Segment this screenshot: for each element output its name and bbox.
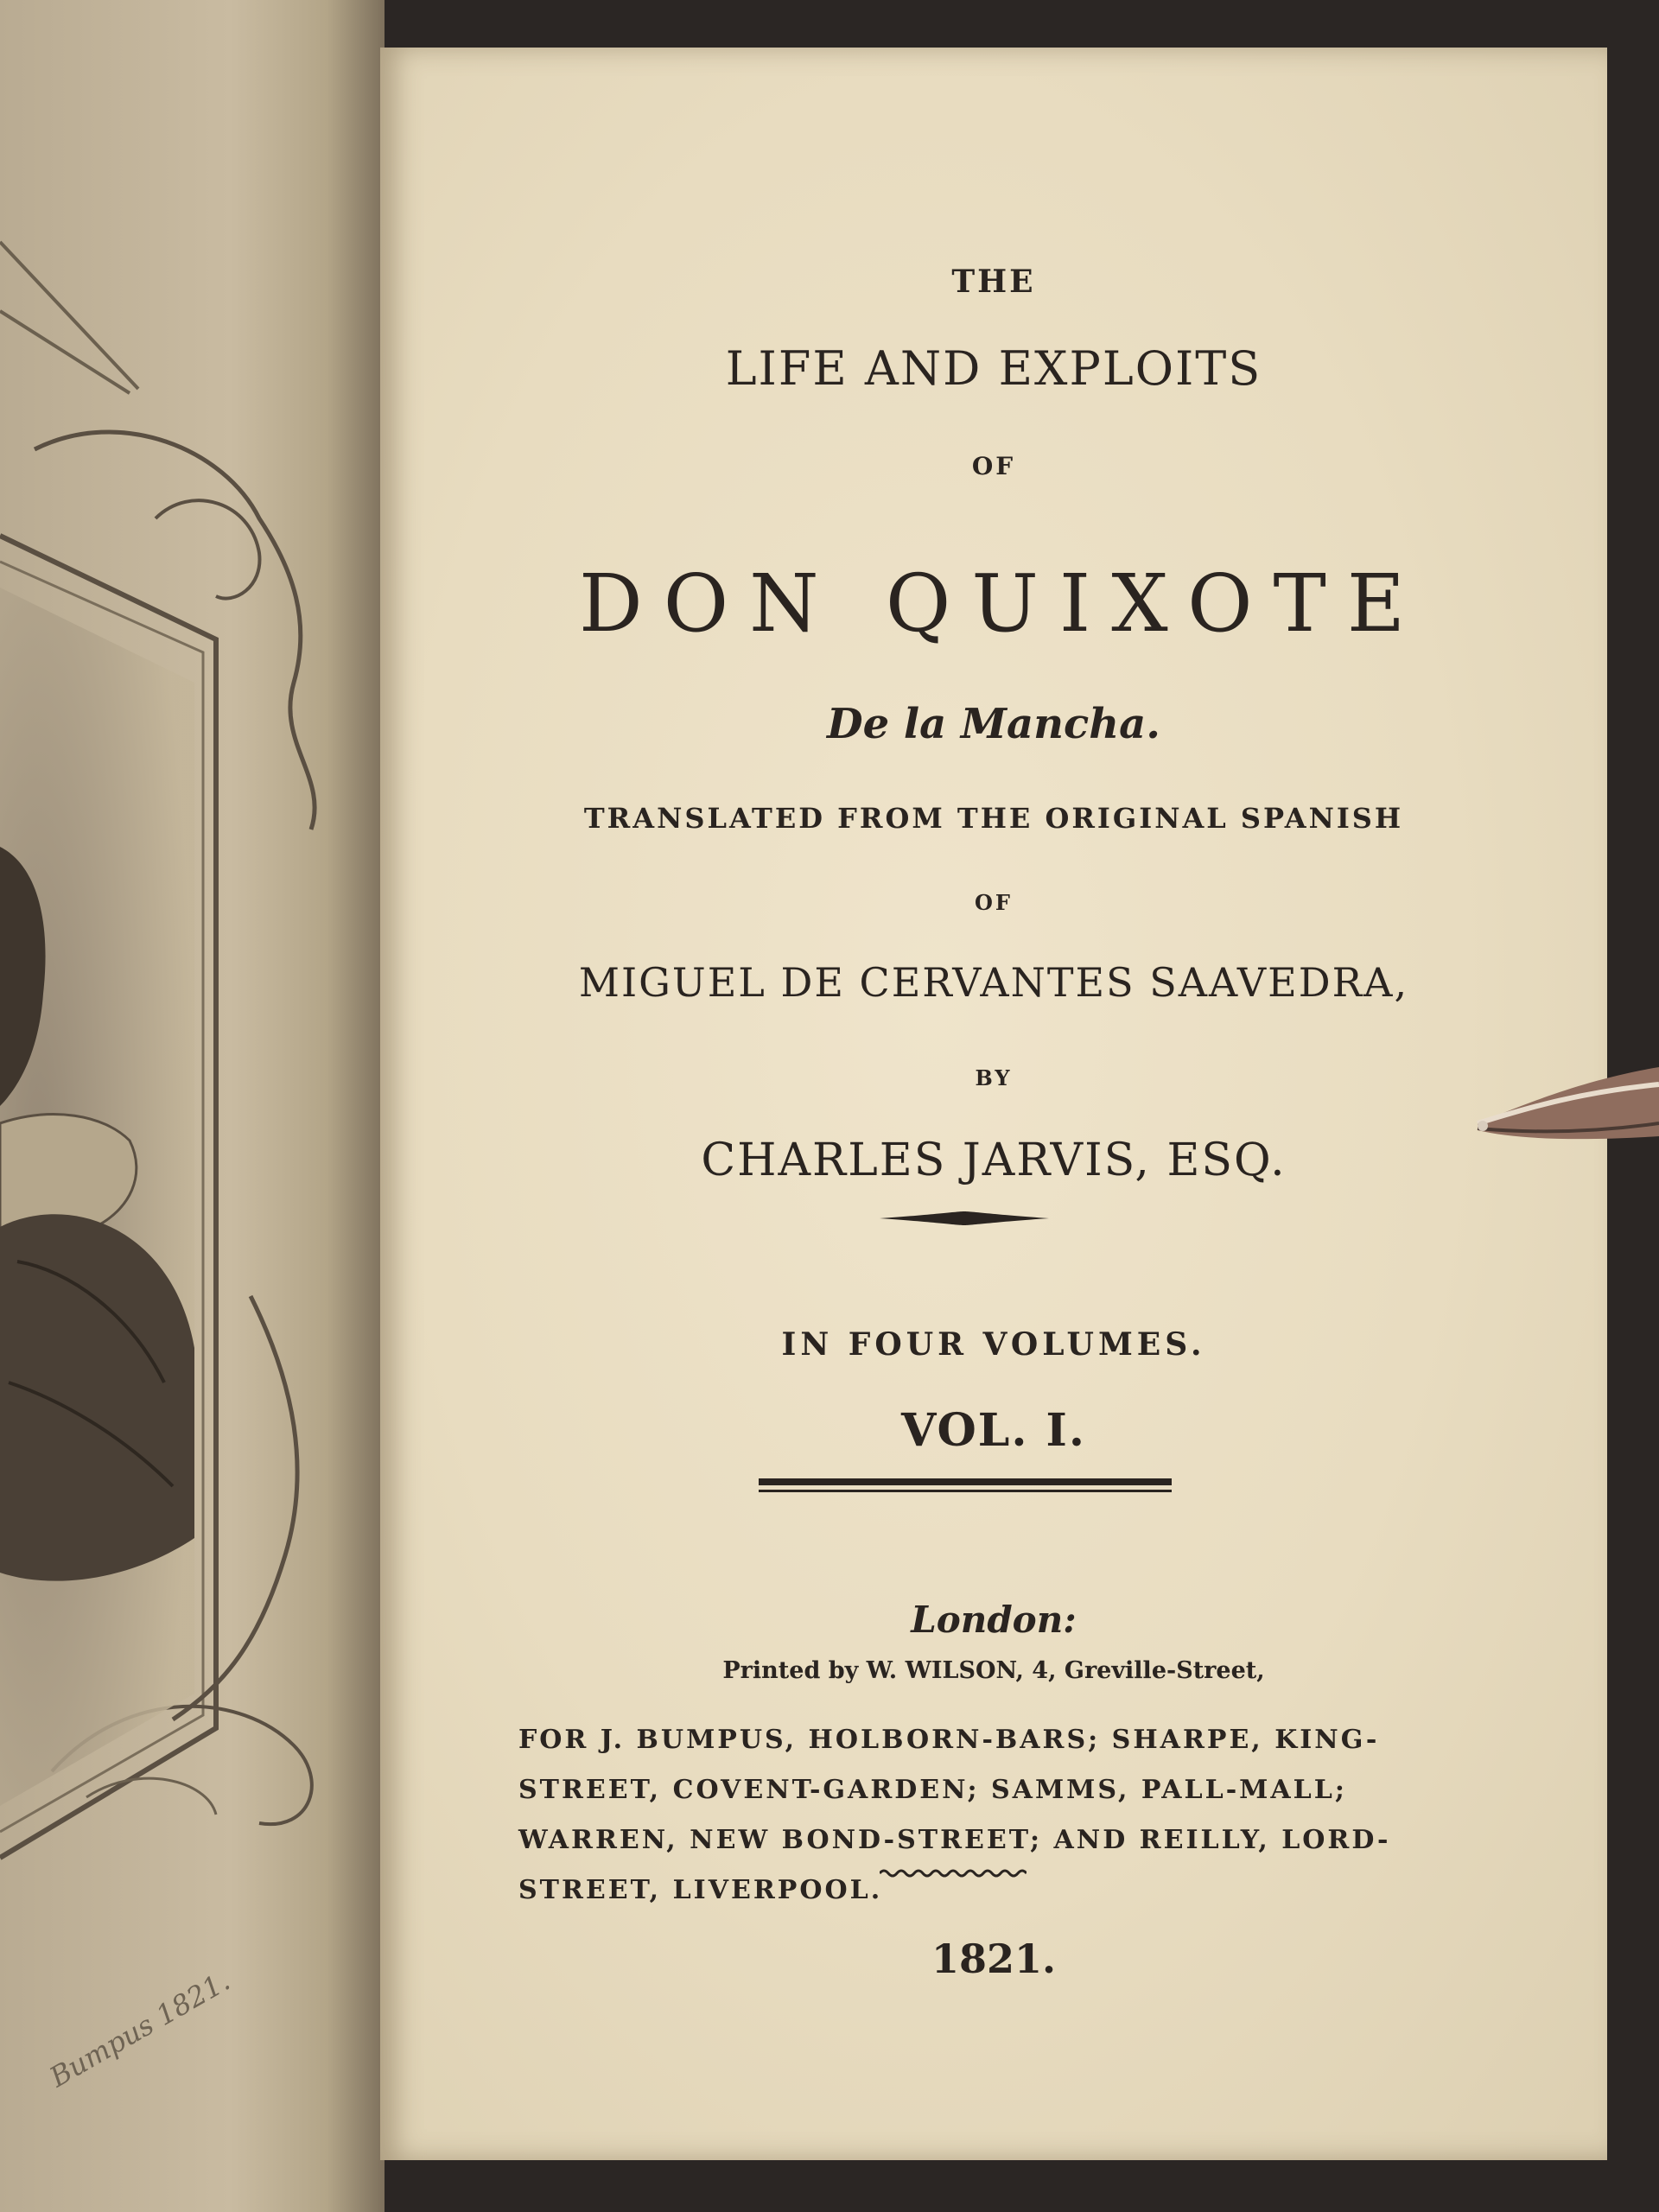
publication-year: 1821. <box>931 1936 1057 1982</box>
double-rule <box>759 1476 1172 1495</box>
title-don-quixote: DON QUIXOTE <box>578 557 1427 650</box>
ornamental-rule <box>880 1210 1049 1227</box>
wavy-rule <box>880 1866 1027 1880</box>
imprint-block <box>518 1715 1417 1916</box>
title-the: THE <box>951 264 1036 300</box>
frontispiece-caption: Bumpus 1821. <box>44 1964 236 2094</box>
printer-line: Printed by W. WILSON, 4, Greville-Street, <box>722 1657 1265 1684</box>
imprint-line: STREET, COVENT-GARDEN; SAMMS, PALL-MALL; <box>518 1775 1347 1805</box>
imprint-city: London: <box>911 1599 1077 1641</box>
imprint-line: FOR J. BUMPUS, HOLBORN-BARS; SHARPE, KING- <box>518 1725 1380 1755</box>
imprint-line: WARREN, NEW BOND-STREET; AND REILLY, LORD- <box>518 1825 1391 1855</box>
translator-name: CHARLES JARVIS, ESQ. <box>701 1135 1287 1186</box>
title-de-la-mancha: De la Mancha. <box>827 700 1160 748</box>
translator-by: BY <box>975 1065 1013 1090</box>
pen-tip <box>1469 1063 1659 1201</box>
translated-line: TRANSLATED FROM THE ORIGINAL SPANISH <box>583 802 1404 835</box>
title-life-and-exploits: LIFE AND EXPLOITS <box>725 341 1262 396</box>
frontispiece-engraving <box>0 0 385 2212</box>
title-of: OF <box>971 452 1016 480</box>
volume-number: VOL. I. <box>901 1404 1086 1457</box>
volume-count: IN FOUR VOLUMES. <box>781 1326 1206 1363</box>
translated-of: OF <box>975 890 1013 915</box>
imprint-line: STREET, LIVERPOOL. <box>518 1875 883 1905</box>
author-name: MIGUEL DE CERVANTES SAAVEDRA, <box>578 959 1409 1006</box>
